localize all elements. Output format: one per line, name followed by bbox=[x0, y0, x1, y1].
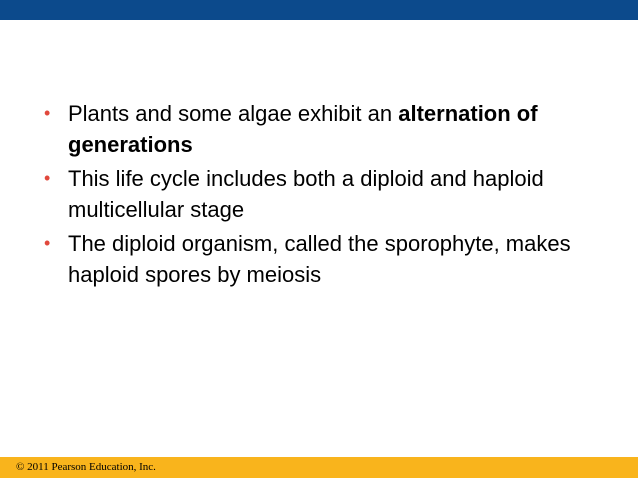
header-bar bbox=[0, 0, 638, 20]
bullet-item bbox=[0, 163, 638, 225]
footer-bar bbox=[0, 457, 638, 478]
bullet-icon: • bbox=[44, 168, 51, 188]
bullet-item bbox=[0, 98, 638, 160]
bullet-icon: • bbox=[44, 103, 51, 123]
copyright-notice: © 2011 Pearson Education, Inc. bbox=[16, 461, 156, 473]
bullet-text: The diploid organism, called the sporophyte, makes haploid spores by meiosis bbox=[68, 231, 571, 287]
bullet-bold-text: alternation of generations bbox=[68, 101, 538, 157]
slide-content bbox=[0, 98, 638, 293]
bullet-text: Plants and some algae exhibit an bbox=[68, 101, 399, 126]
bullet-text: This life cycle includes both a diploid and haploid multicellular stage bbox=[68, 166, 544, 222]
bullet-item bbox=[0, 228, 638, 290]
bullet-icon: • bbox=[44, 233, 51, 253]
